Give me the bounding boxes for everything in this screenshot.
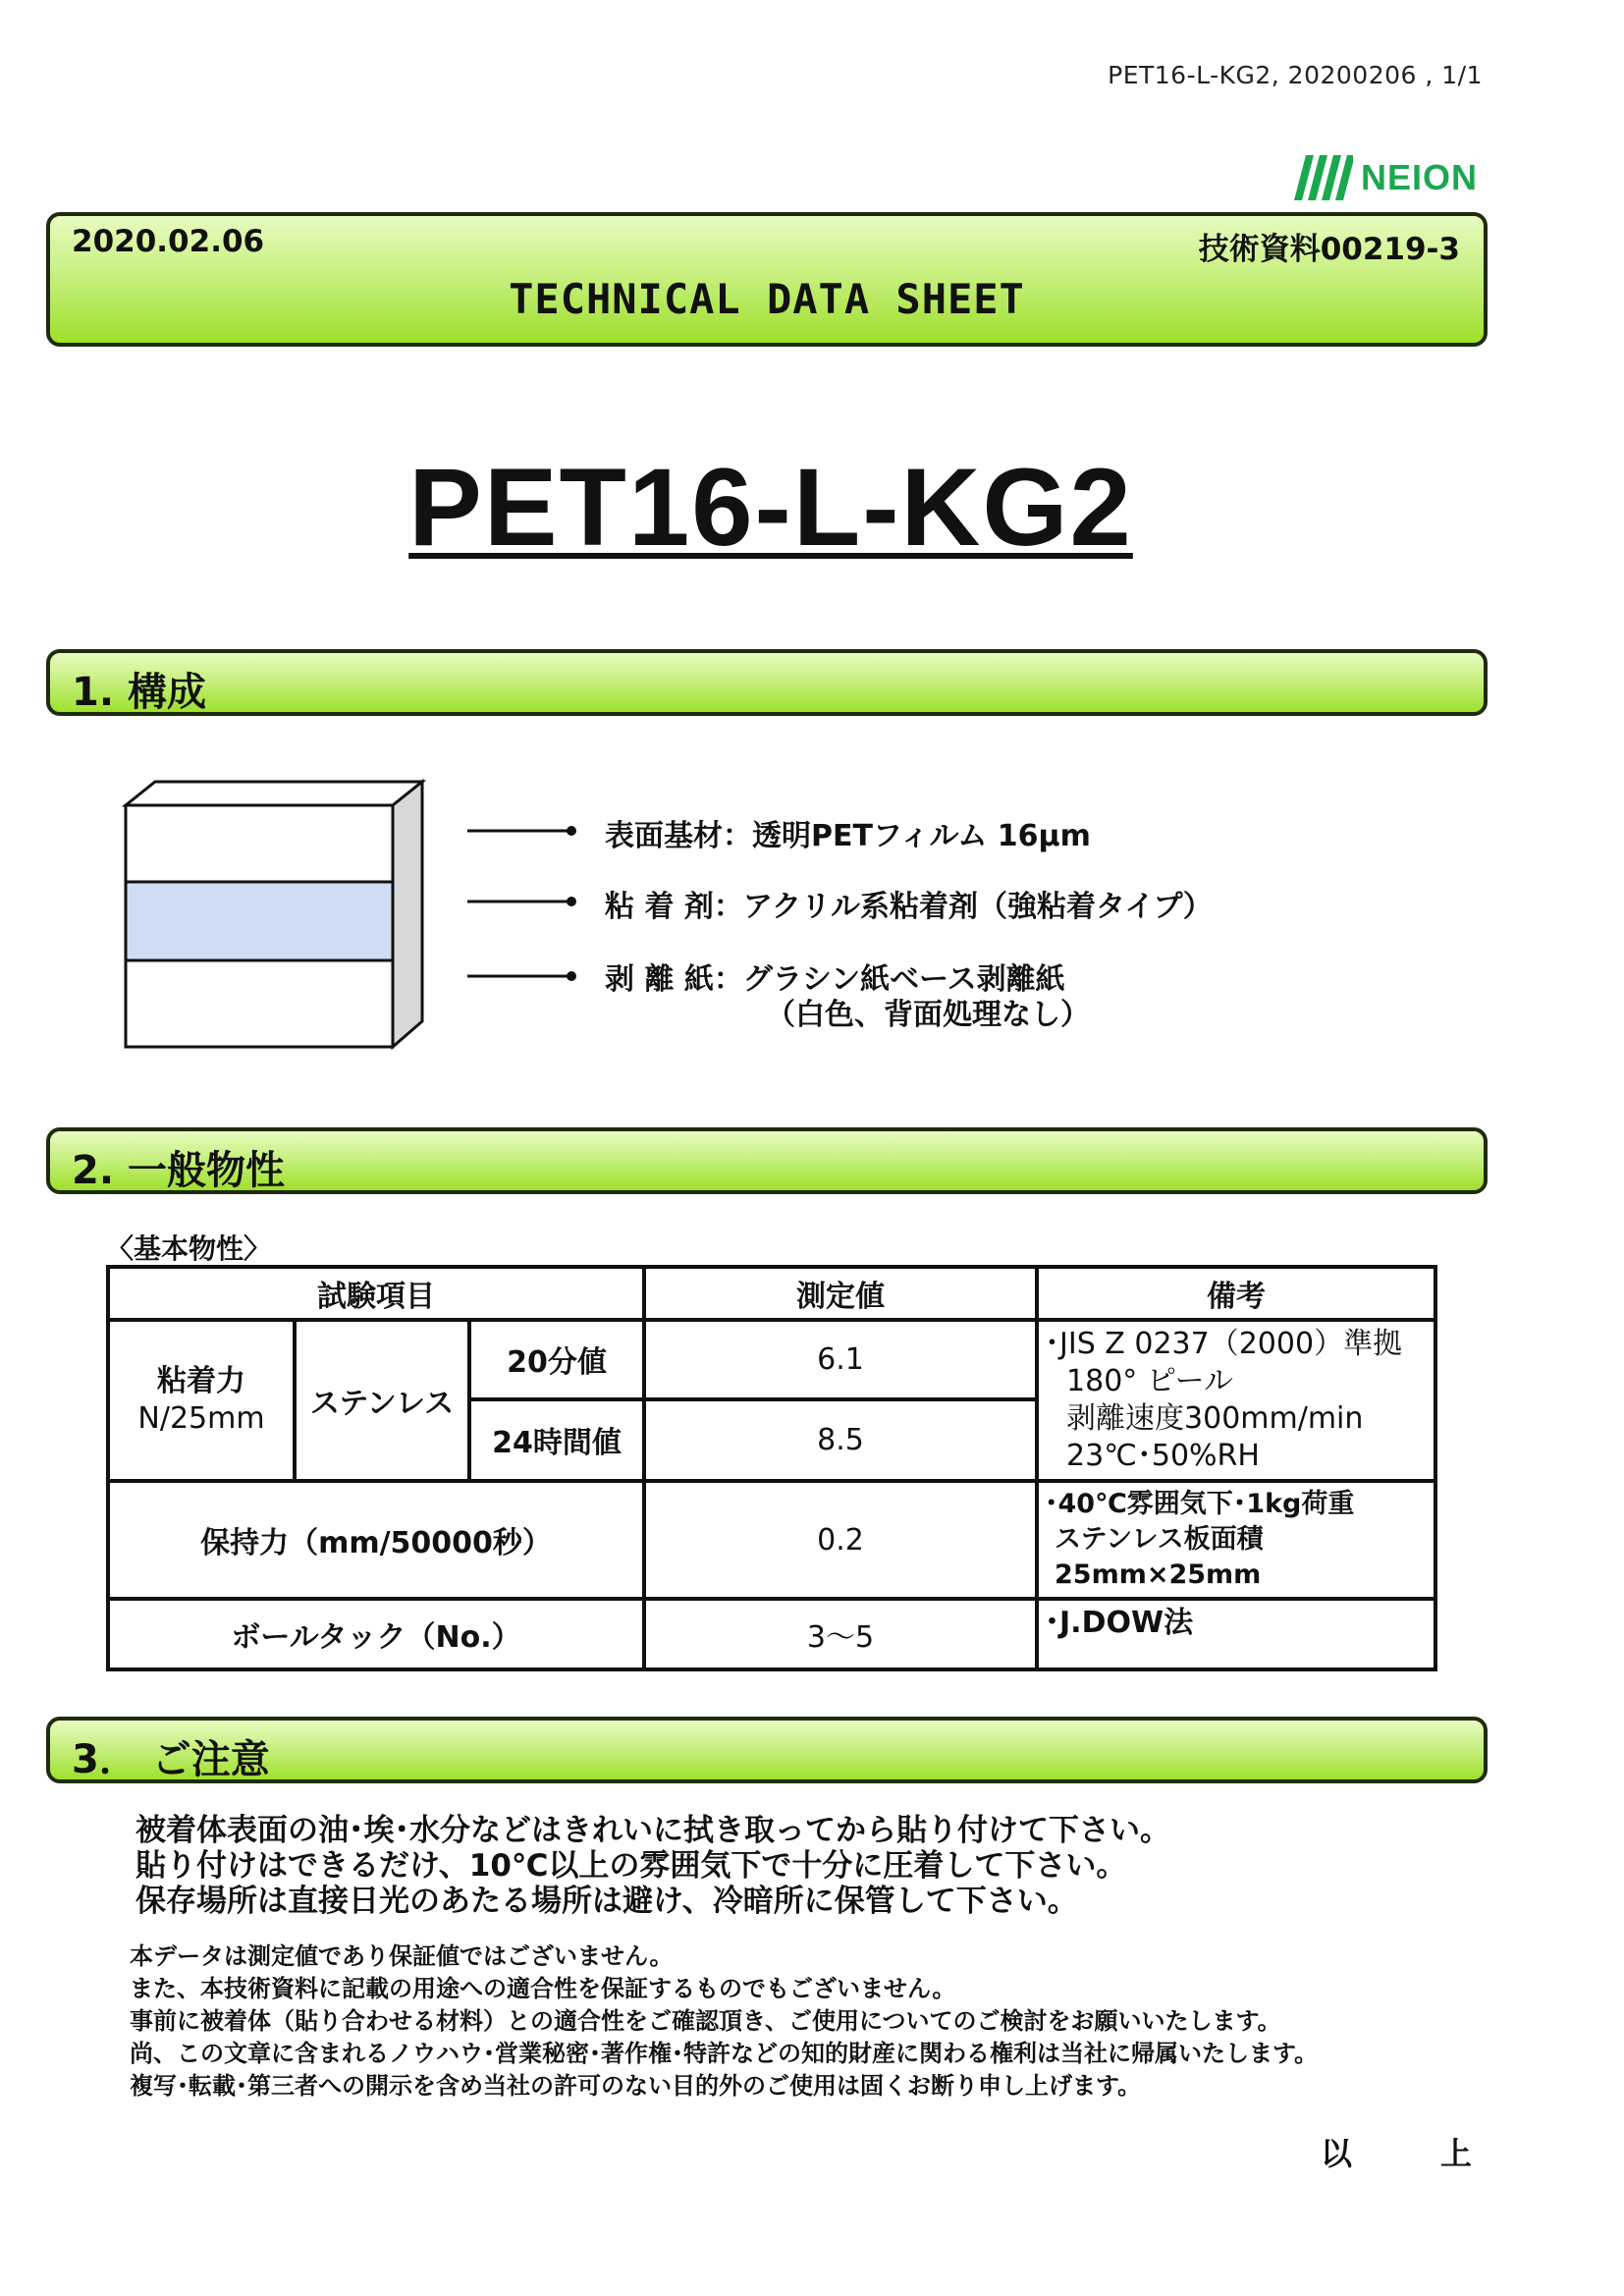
layer-label-liner: 剥 離 紙：グラシン紙ベース剥離紙 (605, 962, 1065, 997)
diagram-side-face (393, 782, 422, 1047)
section-structure (46, 649, 1488, 716)
layer-liner (126, 960, 393, 1047)
header-value: 測定値 (644, 1267, 1037, 1320)
table-header-row (108, 1267, 1435, 1320)
closing-mark: 以上 (1321, 2135, 1561, 2172)
layer-label-adhesive: 粘 着 剤：アクリル系粘着剤（強粘着タイプ） (605, 890, 1213, 924)
page-reference: PET16-L-KG2, 20200206 , 1/1 (1108, 61, 1483, 89)
adhesion-substrate: ステンレス (295, 1320, 469, 1481)
caution-item: 貼り付けはできるだけ、10℃以上の雰囲気下で十分に圧着して下さい。 (135, 1848, 1127, 1884)
disclaimer-line: 事前に被着体（貼り合わせる材料）との適合性をご確認頂き、ご使用についてのご検討をお願いいたします。 (130, 2007, 1281, 2035)
balltack-value: 3～5 (644, 1599, 1037, 1669)
layer-label-liner-note: （白色、背面処理なし） (766, 998, 1090, 1032)
issue-date: 2020.02.06 (72, 224, 265, 259)
layer-adhesive (126, 882, 393, 960)
caution-item: 被着体表面の油･埃･水分などはきれいに拭き取ってから貼り付けて下さい。 (135, 1813, 1170, 1848)
sheet-title: TECHNICAL DATA SHEET (509, 275, 1025, 323)
table-row (108, 1481, 1435, 1599)
table-row (108, 1320, 1435, 1399)
disclaimer-line: 本データは測定値であり保証値ではございません。 (130, 1942, 674, 1970)
section-title: 2. 一般物性 (72, 1148, 285, 1193)
balltack-remark: ･J.DOW法 (1037, 1599, 1435, 1669)
section-title: 1. 構成 (72, 670, 206, 715)
disclaimer-line: 尚、この文章に含まれるノウハウ･営業秘密･著作権･特許などの知的財産に関わる権利は当社に帰属いたします。 (130, 2040, 1319, 2067)
adhesion-value-24h: 8.5 (644, 1399, 1037, 1481)
diagram-top-face (126, 782, 422, 805)
product-name: PET16-L-KG2 (408, 446, 1133, 569)
leader-lines (467, 821, 581, 988)
caution-item: 保存場所は直接日光のあたる場所は避け、冷暗所に保管して下さい。 (135, 1884, 1078, 1919)
section-cautions (46, 1717, 1488, 1783)
adhesion-remark: ･JIS Z 0237（2000）準拠 180° ピール 剥離速度300mm/min 23℃･50%RH (1037, 1320, 1435, 1481)
document-number: 技術資料00219-3 (1198, 232, 1460, 267)
holding-remark: ･40℃雰囲気下･1kg荷重 ステンレス板面積25mm×25mm (1037, 1481, 1435, 1599)
adhesion-value-20min: 6.1 (644, 1320, 1037, 1399)
table-row (108, 1599, 1435, 1669)
disclaimer-line: 複写･転載･第三者への開示を含め当社の許可のない目的外のご使用は固くお断り申し上げます。 (130, 2072, 1142, 2100)
holding-label: 保持力（mm/50000秒） (108, 1481, 644, 1599)
header-item: 試験項目 (108, 1267, 644, 1320)
disclaimer (130, 1941, 1318, 2103)
title-box (46, 212, 1488, 347)
adhesion-cond-24h: 24時間値 (469, 1399, 644, 1481)
layer-surface (126, 805, 393, 882)
section-properties (46, 1127, 1488, 1194)
section-title: 3． ご注意 (72, 1737, 270, 1782)
neion-stripes-icon (1284, 155, 1353, 200)
adhesion-cond-20min: 20分値 (469, 1320, 644, 1399)
properties-subheading: 〈基本物性〉 (106, 1232, 272, 1265)
balltack-label: ボールタック（No.） (108, 1599, 644, 1669)
disclaimer-line: また、本技術資料に記載の用途への適合性を保証するものでもございません。 (130, 1975, 956, 2002)
caution-list (135, 1813, 1170, 1919)
logo-text: NEION (1361, 157, 1479, 197)
holding-value: 0.2 (644, 1481, 1037, 1599)
layer-diagram (118, 776, 442, 1061)
neion-logo (1284, 155, 1478, 200)
properties-table (106, 1265, 1437, 1671)
adhesion-label: 粘着力 N/25mm (108, 1320, 295, 1481)
header-remark: 備考 (1037, 1267, 1435, 1320)
layer-label-surface: 表面基材：透明PETフィルム 16μm (605, 819, 1091, 853)
